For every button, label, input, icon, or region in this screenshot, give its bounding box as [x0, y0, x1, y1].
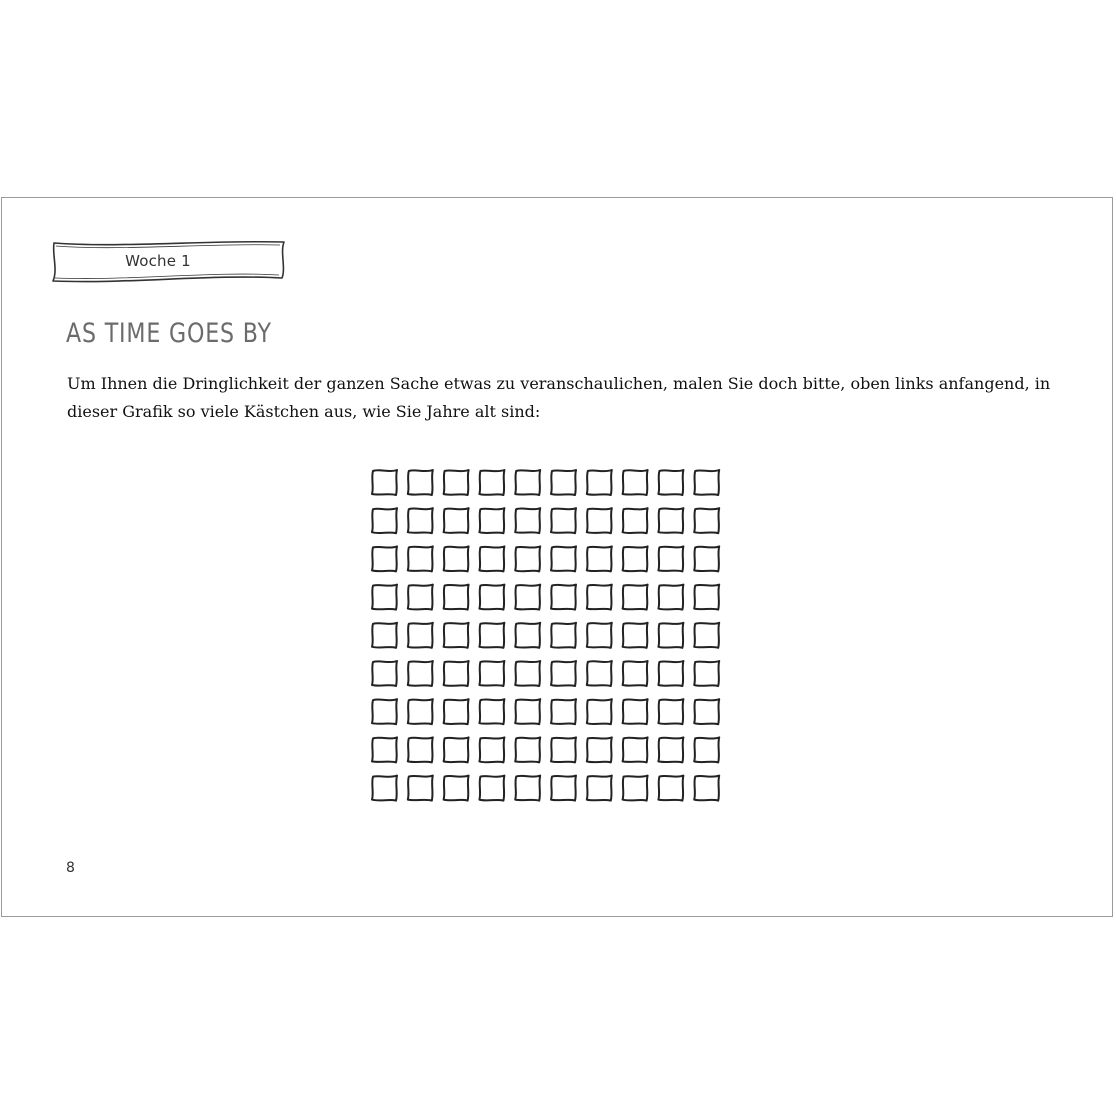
year-box — [587, 776, 612, 801]
year-box — [444, 585, 469, 610]
year-box — [444, 623, 469, 648]
instruction-paragraph: Um Ihnen die Dringlichkeit der ganzen Sache etwas zu veranschaulichen, malen Sie doch bitte, oben links anfangend, in dieser Grafik so viele Kästchen aus, wie Sie Jahre alt sind: — [67, 374, 1051, 421]
year-box — [479, 585, 504, 610]
year-box — [587, 737, 612, 762]
year-box — [658, 623, 683, 648]
year-box — [372, 470, 397, 495]
page-number: 8 — [66, 860, 75, 876]
year-box — [372, 585, 397, 610]
year-box — [694, 585, 719, 610]
year-box — [551, 585, 576, 610]
year-box — [658, 508, 683, 533]
year-box — [372, 623, 397, 648]
year-box — [623, 623, 648, 648]
year-box — [515, 661, 540, 686]
year-box — [515, 508, 540, 533]
year-box — [515, 546, 540, 571]
year-box — [479, 623, 504, 648]
year-box — [587, 470, 612, 495]
week-label: Woche 1 — [125, 252, 191, 270]
year-box — [694, 546, 719, 571]
year-box — [694, 623, 719, 648]
year-box — [587, 623, 612, 648]
year-box — [694, 699, 719, 724]
year-box — [551, 546, 576, 571]
year-box — [479, 776, 504, 801]
year-box — [658, 585, 683, 610]
year-box — [551, 508, 576, 533]
year-box — [408, 623, 433, 648]
year-box — [515, 699, 540, 724]
year-box — [515, 737, 540, 762]
year-box — [658, 546, 683, 571]
year-box — [587, 585, 612, 610]
year-box — [444, 776, 469, 801]
year-box — [408, 585, 433, 610]
year-box — [623, 470, 648, 495]
year-box — [658, 776, 683, 801]
year-box — [551, 737, 576, 762]
year-box — [444, 508, 469, 533]
year-box — [372, 508, 397, 533]
year-box — [444, 699, 469, 724]
year-box — [694, 508, 719, 533]
year-box — [623, 508, 648, 533]
year-box — [623, 699, 648, 724]
year-box — [551, 661, 576, 686]
year-box — [658, 737, 683, 762]
year-box — [587, 508, 612, 533]
year-box — [408, 699, 433, 724]
year-box — [408, 776, 433, 801]
year-box — [372, 776, 397, 801]
year-box — [479, 737, 504, 762]
year-box — [623, 776, 648, 801]
year-box — [372, 737, 397, 762]
year-box — [658, 699, 683, 724]
year-box — [408, 546, 433, 571]
year-box — [551, 470, 576, 495]
year-box — [444, 737, 469, 762]
year-box — [551, 776, 576, 801]
year-box — [623, 737, 648, 762]
year-box — [694, 776, 719, 801]
year-box — [372, 699, 397, 724]
year-box — [372, 661, 397, 686]
year-box — [587, 546, 612, 571]
year-box — [408, 661, 433, 686]
year-box — [694, 661, 719, 686]
year-box — [515, 776, 540, 801]
year-box — [408, 470, 433, 495]
year-box — [587, 661, 612, 686]
page-title: AS TIME GOES BY — [66, 318, 272, 349]
year-box — [479, 470, 504, 495]
year-box — [479, 508, 504, 533]
year-box — [694, 737, 719, 762]
year-box — [515, 585, 540, 610]
year-box — [623, 546, 648, 571]
year-box — [623, 661, 648, 686]
year-box — [372, 546, 397, 571]
week-ribbon — [50, 238, 288, 286]
year-box — [658, 470, 683, 495]
year-box — [515, 470, 540, 495]
year-box — [479, 699, 504, 724]
year-box — [658, 661, 683, 686]
year-box — [408, 737, 433, 762]
year-box — [444, 470, 469, 495]
year-box — [479, 546, 504, 571]
year-box — [551, 623, 576, 648]
year-box — [551, 699, 576, 724]
year-box — [444, 661, 469, 686]
year-box — [587, 699, 612, 724]
year-box — [479, 661, 504, 686]
year-box — [408, 508, 433, 533]
year-box — [444, 546, 469, 571]
year-box-grid — [360, 460, 740, 810]
year-box — [515, 623, 540, 648]
year-box — [623, 585, 648, 610]
year-box — [694, 470, 719, 495]
